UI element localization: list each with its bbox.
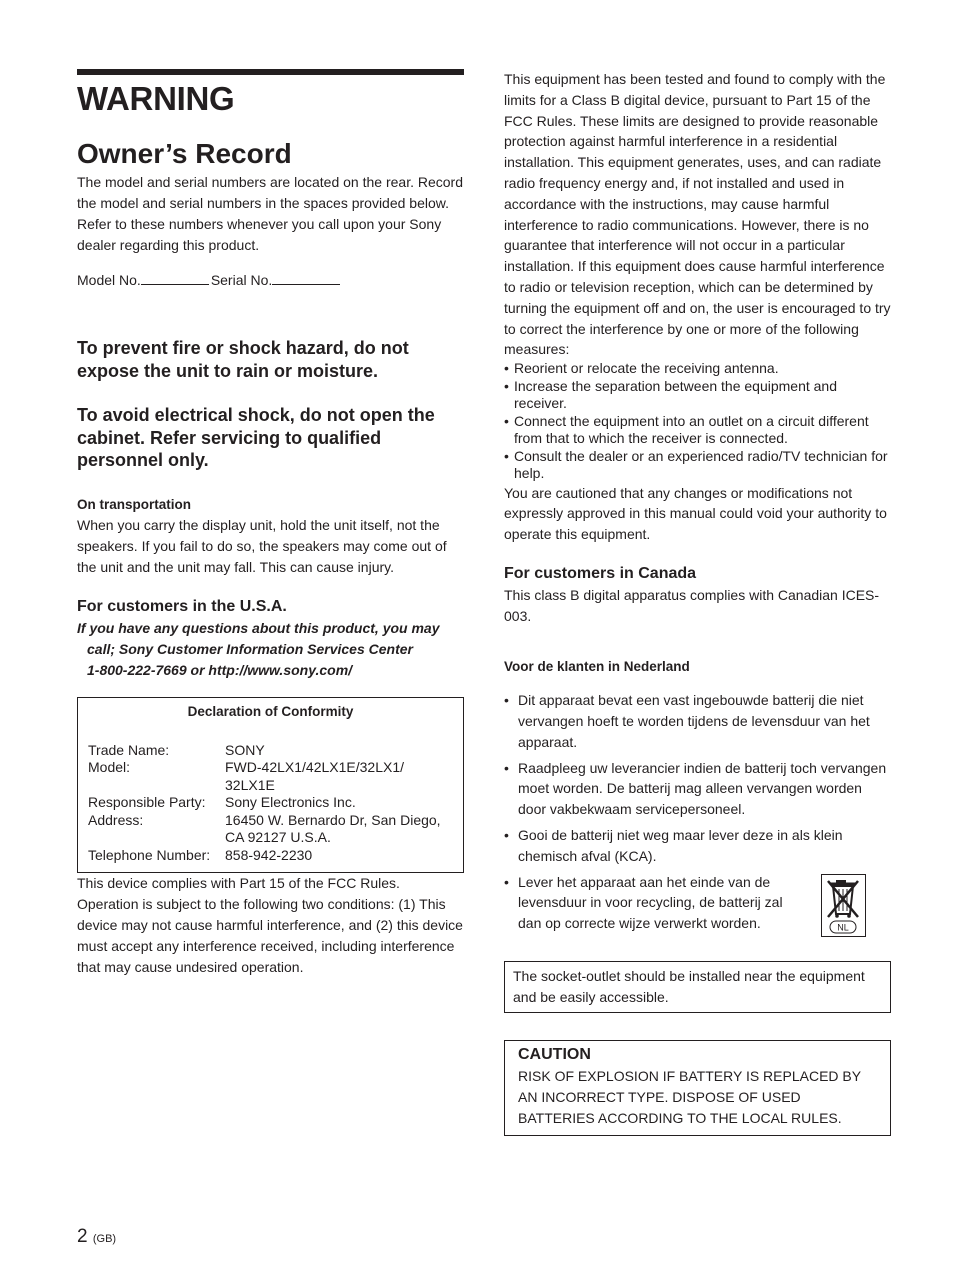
list-item: • Connect the equipment into an outlet on a circuit different from that to which the receiver is connected. [504, 413, 892, 448]
declaration-value-line: FWD-42LX1/42LX1E/32LX1/ [225, 759, 404, 775]
declaration-row-telephone [88, 847, 453, 865]
canada-text: This class B digital apparatus complies with Canadian ICES-003. [504, 587, 880, 624]
declaration-title: Declaration of Conformity [187, 703, 354, 719]
declaration-label: Address: [88, 811, 144, 828]
model-serial-line [77, 270, 464, 291]
page-number [77, 1226, 116, 1250]
declaration-label: Trade Name: [88, 741, 170, 758]
list-item: • Dit apparaat bevat een vast ingebouwde batterij die niet vervangen hoeft te worden tijdens de levensduur van het apparaat. [504, 690, 892, 752]
warning-title: WARNING [77, 80, 235, 117]
top-rule [77, 69, 464, 75]
list-item [504, 872, 892, 937]
crossed-bin-recycle-icon [821, 874, 866, 937]
transport-text: When you carry the display unit, hold the unit itself, not the speakers. If you fail to do so, the speakers may come out of the unit and the unit may fall. This can cause injury. [77, 516, 447, 575]
declaration-value [225, 759, 453, 794]
declaration-value: Sony Electronics Inc. [225, 794, 356, 810]
list-item: • Reorient or relocate the receiving antenna. [504, 360, 892, 378]
fcc-class-b-text: This equipment has been tested and found to comply with the limits for a Class B digital device, pursuant to Part 15 of the FCC Rules. These limits are designed to provide reasonable protection against harmful interference in a residential installation. This equipment generates, uses, and can radiate radio frequency energy and, if not installed and used in accordance with the instructions, may cause harmful interference to radio communications. However, there is no guarantee that interference will not occur in a particular installation. If this equipment does cause harmful interference to radio or television reception, which can be determined by turning the equipment off and on, the user is encouraged to try to correct the interference by one or more of the following measures: [504, 71, 891, 358]
declaration-value: 858-942-2230 [225, 846, 313, 863]
right-column [504, 69, 892, 1136]
left-column [77, 69, 464, 978]
declaration-value-line: CA 92127 U.S.A. [225, 829, 331, 845]
list-item: • Increase the separation between the equipment and receiver. [504, 378, 892, 413]
caution-text: RISK OF EXPLOSION IF BATTERY IS REPLACED BY AN INCORRECT TYPE. DISPOSE OF USED BATTERIES ACCORDING TO THE LOCAL RULES. [518, 1067, 861, 1126]
page-number-value: 2 [77, 1226, 88, 1247]
declaration-label: Model: [88, 759, 131, 775]
usa-line-2: call; Sony Customer Information Services Center [87, 640, 413, 657]
netherlands-heading: Voor de klanten in Nederland [504, 658, 690, 674]
usa-contact-text [77, 618, 464, 681]
fire-hazard-warning: To prevent fire or shock hazard, do not expose the unit to rain or moisture. [77, 338, 409, 381]
fcc-compliance-text: This device complies with Part 15 of the FCC Rules. Operation is subject to the following two conditions: (1) This device may not cause harmful interference, and (2) this device must accept any interference received, including interference that may cause undesired operation. [77, 875, 463, 975]
declaration-value [225, 812, 453, 847]
owners-record-heading: Owner’s Record [77, 138, 292, 169]
declaration-row-responsible-party [88, 794, 453, 812]
owners-record-text: The model and serial numbers are located on the rear. Record the model and serial numbers in the spaces provided below. Refer to these numbers whenever you call upon your Sony dealer regarding this product. [77, 174, 463, 253]
usa-heading: For customers in the U.S.A. [77, 597, 287, 615]
transport-heading: On transportation [77, 496, 191, 512]
model-label: Model No. [77, 272, 141, 288]
declaration-value-line: 16450 W. Bernardo Dr, San Diego, [225, 811, 441, 828]
caution-title: CAUTION [518, 1045, 591, 1063]
serial-blank [272, 270, 340, 285]
socket-outlet-box: The socket-outlet should be installed near the equipment and be easily accessible. [504, 961, 891, 1013]
nl-icon-label: NL [837, 922, 849, 933]
page-suffix: (GB) [92, 1233, 117, 1245]
serial-label: Serial No. [210, 272, 273, 288]
usa-line-3: 1-800-222-7669 or http://www.sony.com/ [87, 661, 353, 678]
declaration-row-model [88, 759, 453, 794]
shock-hazard-warning: To avoid electrical shock, do not open the cabinet. Refer servicing to qualified personnel only. [77, 405, 435, 470]
usa-line-1: If you have any questions about this product, you may [77, 619, 440, 636]
declaration-of-conformity-box [77, 697, 464, 874]
netherlands-list [504, 690, 892, 936]
declaration-row-trade-name [88, 742, 453, 760]
modifications-caution-text: You are cautioned that any changes or modifications not expressly approved in this manual could void your authority to operate this equipment. [504, 484, 887, 543]
list-item: • Gooi de batterij niet weg maar lever deze in als klein chemisch afval (KCA). [504, 825, 892, 867]
canada-heading: For customers in Canada [504, 565, 697, 583]
list-item: • Raadpleeg uw leverancier indien de batterij toch vervangen moet worden. De batterij mag alleen vervangen worden door vakbekwaam servicepersoneel. [504, 758, 892, 820]
model-blank [141, 270, 209, 285]
declaration-label: Responsible Party: [88, 794, 206, 810]
declaration-value: SONY [225, 741, 265, 758]
interference-measures-list [504, 360, 892, 483]
caution-box [504, 1040, 891, 1136]
list-item-text: • Lever het apparaat aan het einde van de levensduur in voor recycling, de batterij zal dan op correcte wijze verwerkt worden. [518, 873, 783, 932]
declaration-label: Telephone Number: [88, 846, 211, 863]
list-item: • Consult the dealer or an experienced radio/TV technician for help. [504, 448, 892, 483]
declaration-value-line: 32LX1E [225, 776, 275, 793]
declaration-row-address [88, 812, 453, 847]
